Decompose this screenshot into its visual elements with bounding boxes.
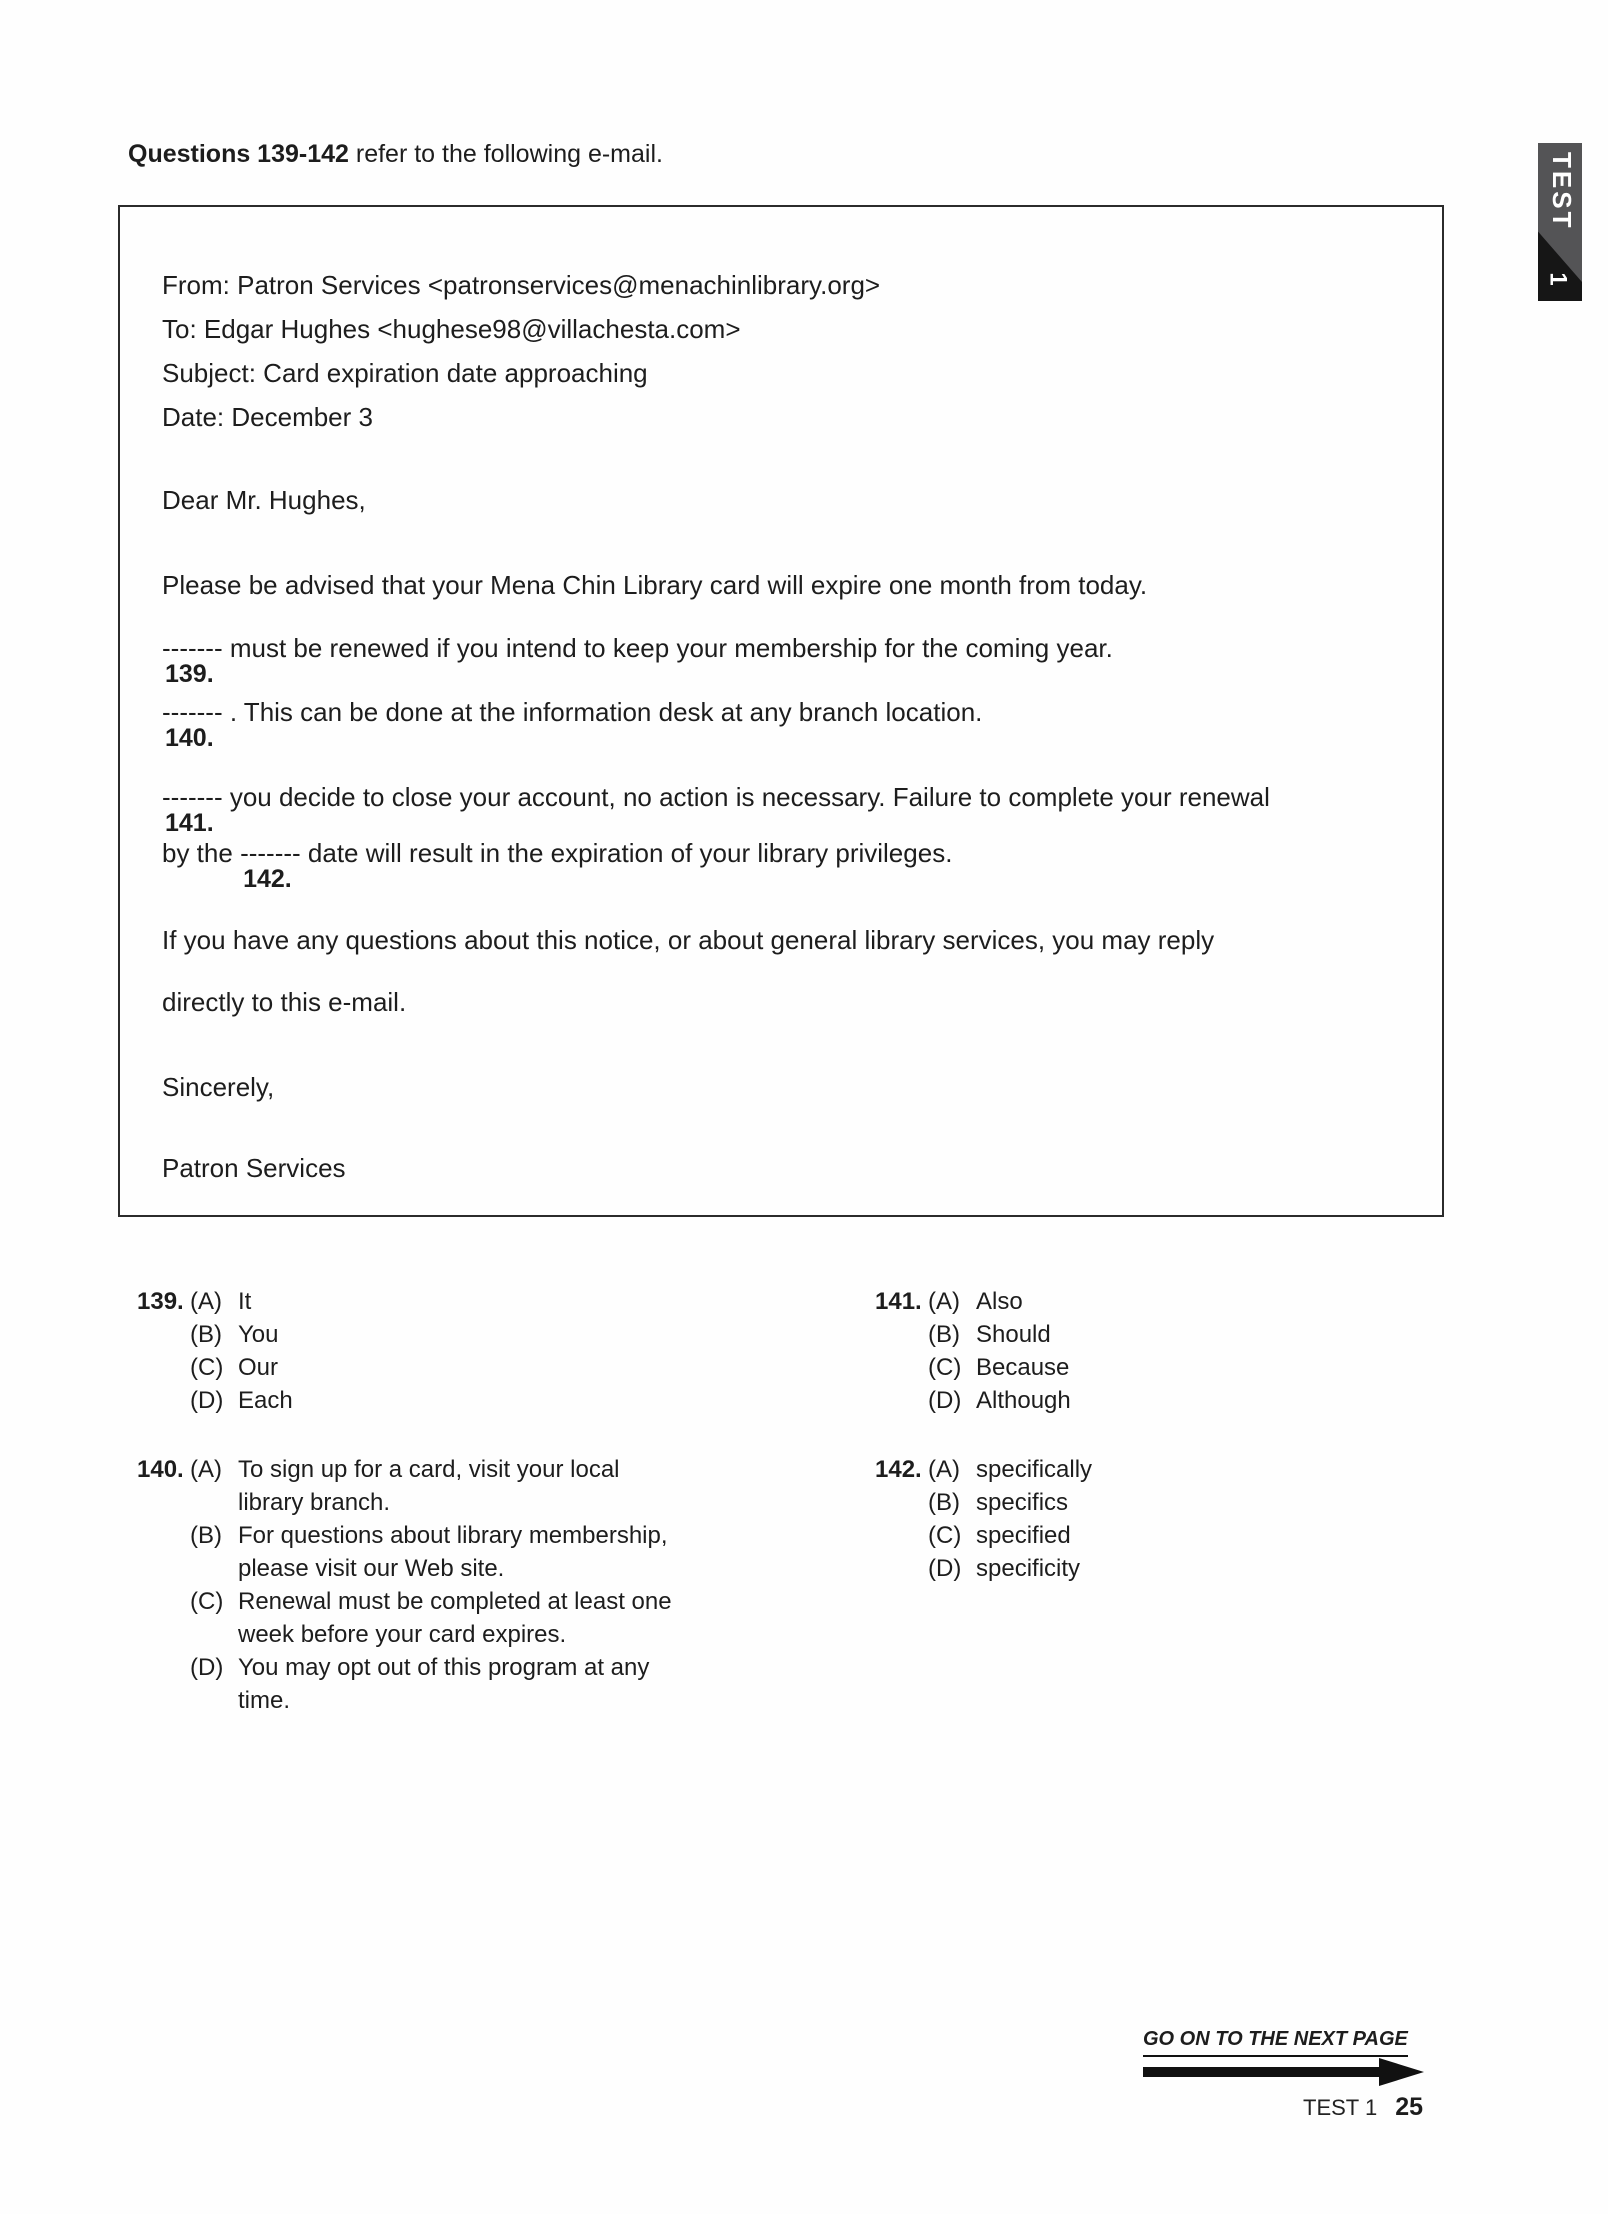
option-139-a bbox=[190, 1285, 683, 1318]
side-tab-number: 1 bbox=[1544, 272, 1572, 286]
option-141-d bbox=[928, 1384, 1306, 1417]
question-140-options bbox=[190, 1453, 683, 1717]
option-letter: (A) bbox=[190, 1456, 222, 1483]
blank-140-dashes: ------- bbox=[162, 697, 223, 727]
blank-142-number: 142. bbox=[243, 865, 292, 893]
email-passage-box bbox=[118, 205, 1444, 1217]
question-140 bbox=[137, 1453, 683, 1717]
option-140-c bbox=[190, 1585, 683, 1651]
option-letter: (D) bbox=[190, 1654, 224, 1681]
question-141-options bbox=[928, 1285, 1306, 1417]
arrow-bar bbox=[1143, 2067, 1391, 2077]
blank-141 bbox=[162, 782, 223, 837]
arrow-head bbox=[1379, 2058, 1424, 2086]
question-range-caption: refer to the following e-mail. bbox=[348, 140, 663, 168]
page-footer bbox=[1143, 2093, 1423, 2122]
email-paragraph-notice: Please be advised that your Mena Chin Library card will expire one month from today. bbox=[162, 570, 1148, 600]
question-142-options bbox=[928, 1453, 1306, 1585]
blank-141-number: 141. bbox=[165, 809, 214, 837]
option-text: Also bbox=[976, 1288, 1023, 1315]
option-141-c bbox=[928, 1351, 1306, 1384]
option-letter: (D) bbox=[928, 1387, 962, 1414]
question-142-number: 142. bbox=[875, 1456, 922, 1483]
option-142-a bbox=[928, 1453, 1306, 1486]
option-letter: (D) bbox=[190, 1387, 224, 1414]
option-letter: (A) bbox=[928, 1288, 960, 1315]
question-139-options bbox=[190, 1285, 683, 1417]
page-title bbox=[128, 137, 663, 171]
option-139-b bbox=[190, 1318, 683, 1351]
email-to-line: To: Edgar Hughes <hughese98@villachesta.com> bbox=[162, 314, 741, 344]
blank-139-dashes: ------- bbox=[162, 633, 223, 663]
email-line-blank-140 bbox=[162, 690, 1406, 752]
option-letter: (B) bbox=[928, 1489, 960, 1516]
blank-139-number: 139. bbox=[165, 660, 214, 688]
option-141-b bbox=[928, 1318, 1306, 1351]
option-letter: (C) bbox=[190, 1588, 224, 1615]
text-after-blank-140: . This can be done at the information desk at any branch location. bbox=[222, 697, 983, 727]
question-range: Questions 139-142 bbox=[128, 140, 349, 168]
option-142-c bbox=[928, 1519, 1306, 1552]
text-before-blank-142: by the bbox=[162, 838, 241, 868]
option-text: It bbox=[238, 1288, 252, 1315]
option-text: specifically bbox=[976, 1456, 1093, 1483]
option-letter: (B) bbox=[190, 1321, 222, 1348]
option-139-d bbox=[190, 1384, 683, 1417]
footer-page-number: 25 bbox=[1395, 2093, 1423, 2121]
email-paragraph-questions bbox=[162, 909, 1406, 1033]
option-140-a bbox=[190, 1453, 683, 1519]
option-letter: (A) bbox=[928, 1456, 960, 1483]
option-141-a bbox=[928, 1285, 1306, 1318]
email-subject-line: Subject: Card expiration date approaching bbox=[162, 358, 648, 388]
side-tab-label: TEST bbox=[1547, 152, 1577, 231]
option-letter: (C) bbox=[190, 1354, 224, 1381]
email-line-blank-139 bbox=[162, 626, 1406, 688]
blank-142 bbox=[240, 838, 301, 893]
text-after-blank-142: date will result in the expiration of your library privileges. bbox=[300, 838, 953, 868]
option-text: To sign up for a card, visit your local library branch. bbox=[238, 1456, 620, 1516]
question-142 bbox=[875, 1453, 1306, 1585]
option-text: Renewal must be completed at least one week before your card expires. bbox=[238, 1588, 672, 1648]
option-text: You bbox=[238, 1321, 279, 1348]
option-140-d bbox=[190, 1651, 683, 1717]
option-letter: (D) bbox=[928, 1555, 962, 1582]
footer-test-label: TEST 1 bbox=[1303, 2095, 1378, 2120]
email-line-blank-141-142 bbox=[162, 769, 1406, 893]
option-text: Should bbox=[976, 1321, 1051, 1348]
option-text: specified bbox=[976, 1522, 1071, 1549]
text-after-blank-139: must be renewed if you intend to keep your membership for the coming year. bbox=[222, 633, 1113, 663]
option-text: specifics bbox=[976, 1489, 1069, 1516]
option-142-b bbox=[928, 1486, 1306, 1519]
option-text: Our bbox=[238, 1354, 279, 1381]
email-paragraph-questions-line2: directly to this e-mail. bbox=[162, 987, 407, 1017]
email-paragraph-questions-line1: If you have any questions about this notice, or about general library services, you may reply bbox=[162, 925, 1215, 955]
option-139-c bbox=[190, 1351, 683, 1384]
blank-142-dashes: ------- bbox=[240, 838, 301, 868]
email-header bbox=[162, 207, 1406, 439]
go-on-text: GO ON TO THE NEXT PAGE bbox=[1143, 2028, 1408, 2057]
question-139 bbox=[137, 1285, 683, 1417]
option-text: For questions about library membership, please visit our Web site. bbox=[238, 1522, 668, 1582]
question-139-number: 139. bbox=[137, 1288, 184, 1315]
option-text: specificity bbox=[976, 1555, 1081, 1582]
option-140-b bbox=[190, 1519, 683, 1585]
question-141-number: 141. bbox=[875, 1288, 922, 1315]
option-text: Because bbox=[976, 1354, 1070, 1381]
go-on-notice bbox=[1143, 2028, 1423, 2090]
option-letter: (C) bbox=[928, 1354, 962, 1381]
option-text: Although bbox=[976, 1387, 1071, 1414]
email-date-line: Date: December 3 bbox=[162, 402, 373, 432]
blank-140-number: 140. bbox=[165, 724, 214, 752]
email-greeting: Dear Mr. Hughes, bbox=[162, 485, 366, 515]
test-1-side-tab bbox=[1538, 143, 1582, 301]
blank-140 bbox=[162, 697, 223, 752]
option-letter: (B) bbox=[190, 1522, 222, 1549]
email-signature: Patron Services bbox=[162, 1153, 346, 1183]
blank-139 bbox=[162, 633, 223, 688]
option-text: You may opt out of this program at any time. bbox=[238, 1654, 650, 1714]
next-page-arrow-icon bbox=[1143, 2058, 1423, 2090]
text-after-blank-141: you decide to close your account, no action is necessary. Failure to complete your renewal bbox=[222, 782, 1270, 812]
email-from-line: From: Patron Services <patronservices@menachinlibrary.org> bbox=[162, 270, 881, 300]
email-closing: Sincerely, bbox=[162, 1072, 275, 1102]
option-142-d bbox=[928, 1552, 1306, 1585]
option-letter: (A) bbox=[190, 1288, 222, 1315]
email-content bbox=[162, 207, 1406, 1190]
option-letter: (C) bbox=[928, 1522, 962, 1549]
question-140-number: 140. bbox=[137, 1456, 184, 1483]
option-letter: (B) bbox=[928, 1321, 960, 1348]
blank-141-dashes: ------- bbox=[162, 782, 223, 812]
question-141 bbox=[875, 1285, 1306, 1417]
option-text: Each bbox=[238, 1387, 293, 1414]
